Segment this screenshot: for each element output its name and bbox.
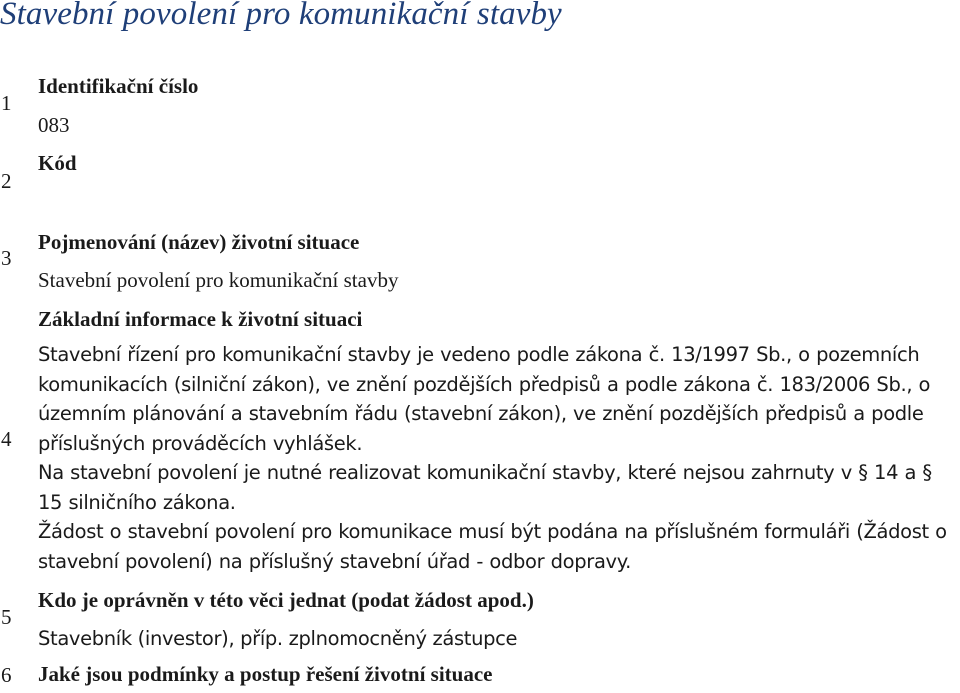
section-number-1: 1 <box>1 91 12 115</box>
section-value-3: Stavební povolení pro komunikační stavby <box>38 268 399 292</box>
section-number-3: 3 <box>1 246 12 270</box>
section-heading-3: Pojmenování (název) životní situace <box>38 230 360 254</box>
section-number-5: 5 <box>1 605 12 629</box>
section-heading-4: Základní informace k životní situaci <box>38 307 363 331</box>
section-heading-1: Identifikační číslo <box>38 74 199 98</box>
section-heading-2: Kód <box>38 151 77 175</box>
section-value-5: Stavebník (investor), příp. zplnomocněný zástupce <box>38 627 518 650</box>
info-paragraph-3: Žádost o stavební povolení pro komunikace musí být podána na příslušném formuláři (Žádost o stavební povolení) na příslušný stavební úřad - odbor dopravy. <box>38 520 947 573</box>
info-paragraph-2: Na stavební povolení je nutné realizovat komunikační stavby, které nejsou zahrnuty v § 14 a § 15 silničního zákona. <box>38 461 932 514</box>
section-number-6: 6 <box>1 663 12 687</box>
section-value-1: 083 <box>38 113 70 137</box>
section-heading-6: Jaké jsou podmínky a postup řešení životní situace <box>38 662 493 686</box>
section-number-4: 4 <box>1 427 12 451</box>
section-heading-5: Kdo je oprávněn v této věci jednat (podat žádost apod.) <box>38 588 534 612</box>
info-paragraph-1: Stavební řízení pro komunikační stavby je vedeno podle zákona č. 13/1997 Sb., o pozemních komunikacích (silniční zákon), ve znění pozdějších předpisů a podle zákona č. 183/2006 Sb., o územním plánování a stavebním řádu (stavební zákon), ve znění pozdějších předpisů a podle příslušných prováděcích vyhlášek. <box>38 343 931 455</box>
section-body-4 <box>38 340 960 576</box>
section-number-2: 2 <box>1 169 12 193</box>
document-title: Stavební povolení pro komunikační stavby <box>0 0 562 32</box>
